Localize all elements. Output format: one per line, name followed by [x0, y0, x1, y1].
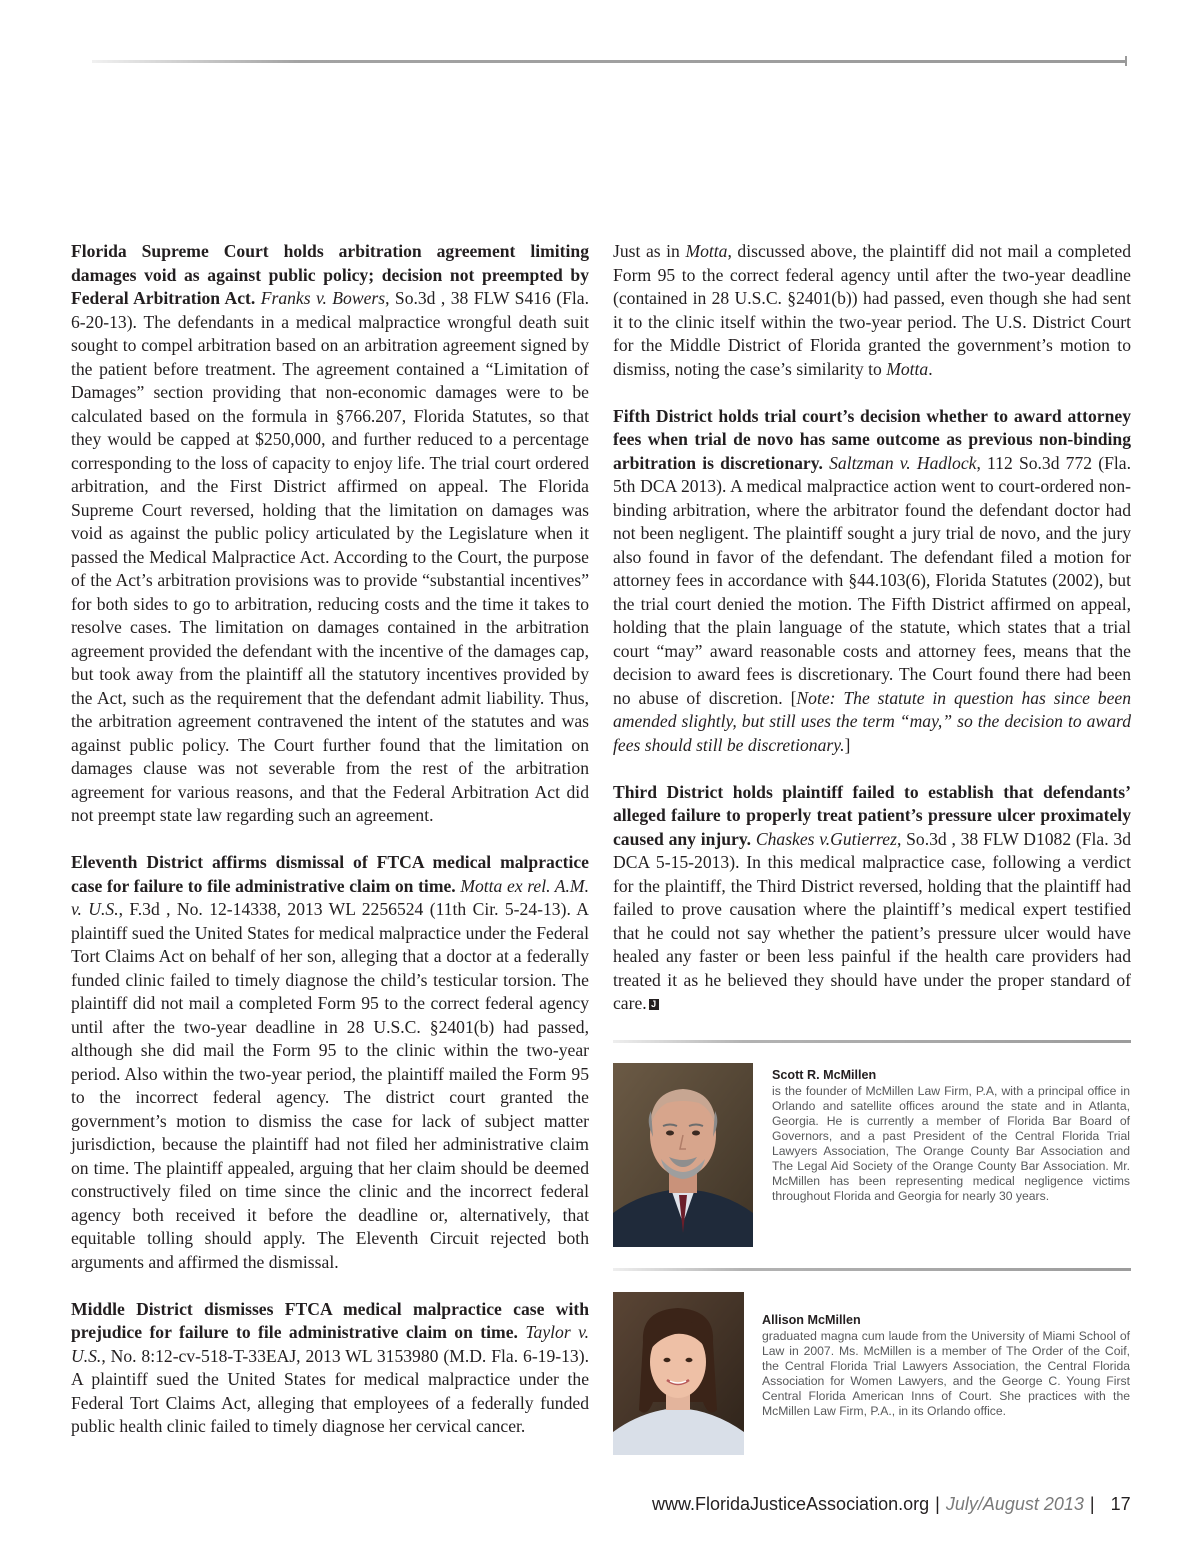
text-segment: Just as in [613, 241, 686, 261]
page-number: 17 [1110, 1494, 1131, 1514]
case-name: Motta ex rel. A.M. v. U.S. [71, 875, 589, 919]
note-bracket-open: [ [790, 687, 797, 708]
note-bracket-close: ] [844, 734, 851, 755]
article-body: A medical malpractice action went to court-ordered non-binding arbitration, where the arbitrator found the defendant doctor had not been negligent. The plaintiff sought a jury trial de novo, and the jury also found in favor of the defendant. The defendant filed a motion for attorney fees in accordance with §44.103(6), Florida Statutes (2002), but the trial court denied the motion. The Fifth District affirmed on appeal, holding that the plain language of the statute, which states that a trial court “may” award reasonable costs and attorney fees, means that the decision to award fees is discretionary. The Court found there had been no abuse of discretion. [613, 476, 1131, 708]
header-rule-end-tick [1125, 56, 1127, 66]
footer-separator: | [1089, 1494, 1095, 1514]
end-of-article-mark: J [649, 999, 659, 1010]
case-reference: Motta [886, 358, 929, 379]
article-chaskes-v-gutierrez [613, 781, 1131, 1016]
right-column [613, 240, 1131, 1039]
article-heading: Third District holds plaintiff failed to establish that defendants’ alleged failure to properly treat patient’s pressure ulcer proximately caused any injury. [613, 781, 1131, 849]
case-name: Taylor v. U.S. [71, 1322, 589, 1366]
left-column [71, 240, 589, 1462]
text-segment: , discussed above, the plaintiff did not mail a completed Form 95 to the correct federal agency until after the two-year deadline (contained in 28 U.S.C. §2401(b)) had passed, even though she had sent it to the clinic itself within the two-year period. The U.S. District Court for the Middle District of Florida granted the government’s motion to dismiss, noting the case’s similarity to [613, 241, 1132, 379]
case-citation: , F.3d , No. 12-14338, 2013 WL 2256524 (11th Cir. 5-24-13). [118, 899, 571, 919]
case-reference: Motta [685, 241, 728, 261]
article-heading: Middle District dismisses FTCA medical malpractice case with prejudice for failure to file administrative claim on time. [71, 1298, 589, 1342]
article-heading: Fifth District holds trial court’s decision whether to award attorney fees when trial de novo has same outcome as previous non-binding arbitration is discretionary. [613, 405, 1131, 473]
case-citation: , So.3d , 38 FLW S416 (Fla. 6-20-13). [71, 288, 589, 332]
author-bio-text: graduated magna cum laude from the University of Miami School of Law in 2007. Ms. McMillen is a member of The Order of the Coif, the Central Florida Trial Lawyers Association, the Central Florida Association for Women Lawyers, and the George C. Young First Central Florida American Inns of Court. She practices with the McMillen Law Firm, P.A., in its Orlando office. [762, 1329, 1130, 1418]
author-divider [613, 1268, 1131, 1271]
article-body: A plaintiff sued the United States for medical malpractice under the Federal Tort Claims Act, alleging that employees of a federally funded public health clinic failed to timely diagnose her cervical cancer. [71, 1369, 589, 1436]
article-body: The defendants in a medical malpractice wrongful death suit sought to compel arbitration based on an arbitration agreement signed by the patient before treatment. The agreement contained a “Limitation of Damages” section providing that non-economic damages were to be calculated based on the formula in §766.207, Florida Statutes, so that they would be capped at $250,000, and further reduced to a percentage corresponding to the loss of capacity to enjoy life. The trial court ordered arbitration, and the First District affirmed on appeal. The Florida Supreme Court reversed, holding that the limitation on damages was void as against the public policy articulated by the Legislature when it passed the Medical Malpractice Act. According to the Court, the purpose of the Act’s arbitration provisions was to provide “substantial incentives” for both sides to go to arbitration, reducing costs and the time it takes to resolve cases. The limitation on damages contained in the arbitration agreement provided the defendant with the incentive of the damages cap, but took away from the plaintiff all the statutory incentives provided by the Act, such as the requirement that the defendant admit liability. Thus, the arbitration agreement contravened the intent of the statutes and was against public policy. The Court further found that the limitation on damages clause was not severable from the rest of the arbitration agreement for various reasons, and that the Federal Arbitration Act did not preempt state law regarding such an agreement. [71, 311, 589, 825]
author-divider [613, 1040, 1131, 1043]
author-bio-scott-mcmillen [772, 1068, 1130, 1204]
article-motta-v-us [71, 851, 589, 1274]
footer-url: www.FloridaJusticeAssociation.org [652, 1494, 930, 1514]
article-heading: Eleventh District affirms dismissal of FTCA medical malpractice case for failure to file administrative claim on time. [71, 852, 589, 896]
article-heading: Florida Supreme Court holds arbitration agreement limiting damages void as against public policy; decision not preempted by Federal Arbitration Act. [71, 241, 589, 308]
case-name: Chaskes v.Gutierrez [755, 828, 897, 849]
header-rule [92, 60, 1126, 63]
case-name: Franks v. Bowers [260, 288, 386, 308]
article-franks-v-bowers [71, 240, 589, 828]
editor-note: Note: The statute in question has since been amended slightly, but still uses the term “may,” so the decision to award fees should still be discretionary. [613, 687, 1131, 755]
article-saltzman-v-hadlock [613, 405, 1131, 758]
author-bio-allison-mcmillen [762, 1313, 1130, 1419]
article-taylor-v-us [71, 1298, 589, 1439]
page-footer [652, 1494, 1131, 1515]
case-citation: , No. 8:12-cv-518-T-33EAJ, 2013 WL 3153980 (M.D. Fla. 6-19-13). [101, 1345, 589, 1366]
author-name: Allison McMillen [762, 1313, 861, 1327]
article-body: A plaintiff sued the United States for medical malpractice under the Federal Tort Claims Act on behalf of her son, alleging that a doctor at a federally funded clinic failed to timely diagnose the child’s testicular torsion. The plaintiff did not mail a completed Form 95 to the correct federal agency until after the two-year deadline in 28 U.S.C. §2401(b) had passed, although she did mail the Form 95 to the clinic within the two-year period. Also within the two-year period, the plaintiff mailed the Form 95 to the incorrect federal agency. The district court granted the government’s motion to dismiss the case for lack of subject matter jurisdiction, because the plaintiff had not filed her administrative claim on time. The plaintiff appealed, arguing that her claim should be deemed constructively filed on time since the clinic and the incorrect federal agency both received it before the deadline or, alternatively, that equitable tolling should apply. The Eleventh Circuit rejected both arguments and affirmed the dismissal. [71, 899, 589, 1272]
article-taylor-continued [613, 240, 1131, 381]
footer-separator: | [935, 1494, 940, 1514]
case-name: Saltzman v. Hadlock [829, 452, 977, 473]
footer-issue-date: July/August 2013 [945, 1494, 1084, 1514]
text-segment: . [928, 358, 933, 379]
article-body: In this medical malpractice case, following a verdict for the plaintiff, the Third District reversed, holding that the plaintiff had failed to prove causation where the plaintiff’s medical expert testified that he could not say whether the patient’s pressure ulcer would have healed any faster or been less painful if the health care providers had treated it as he believed they should have under the proper standard of care. [613, 852, 1131, 1013]
author-photo-allison-mcmillen [613, 1292, 744, 1455]
author-bio-text: is the founder of McMillen Law Firm, P.A, with a principal office in Orlando and satellite offices around the state and in Atlanta, Georgia. He is currently a member of Florida Bar Board of Governors, and a past President of the Central Florida Trial Lawyers Association, The Orange County Bar Association and The Legal Aid Society of the Orange County Bar Association. Mr. McMillen has been representing medical negligence victims throughout Florida and Georgia for nearly 30 years. [772, 1084, 1130, 1203]
case-citation: , So.3d , 38 FLW D1082 (Fla. 3d DCA 5-15-2013). [613, 828, 1131, 872]
author-name: Scott R. McMillen [772, 1068, 877, 1082]
author-photo-scott-mcmillen [613, 1063, 753, 1247]
case-citation: , 112 So.3d 772 (Fla. 5th DCA 2013). [613, 452, 1131, 496]
